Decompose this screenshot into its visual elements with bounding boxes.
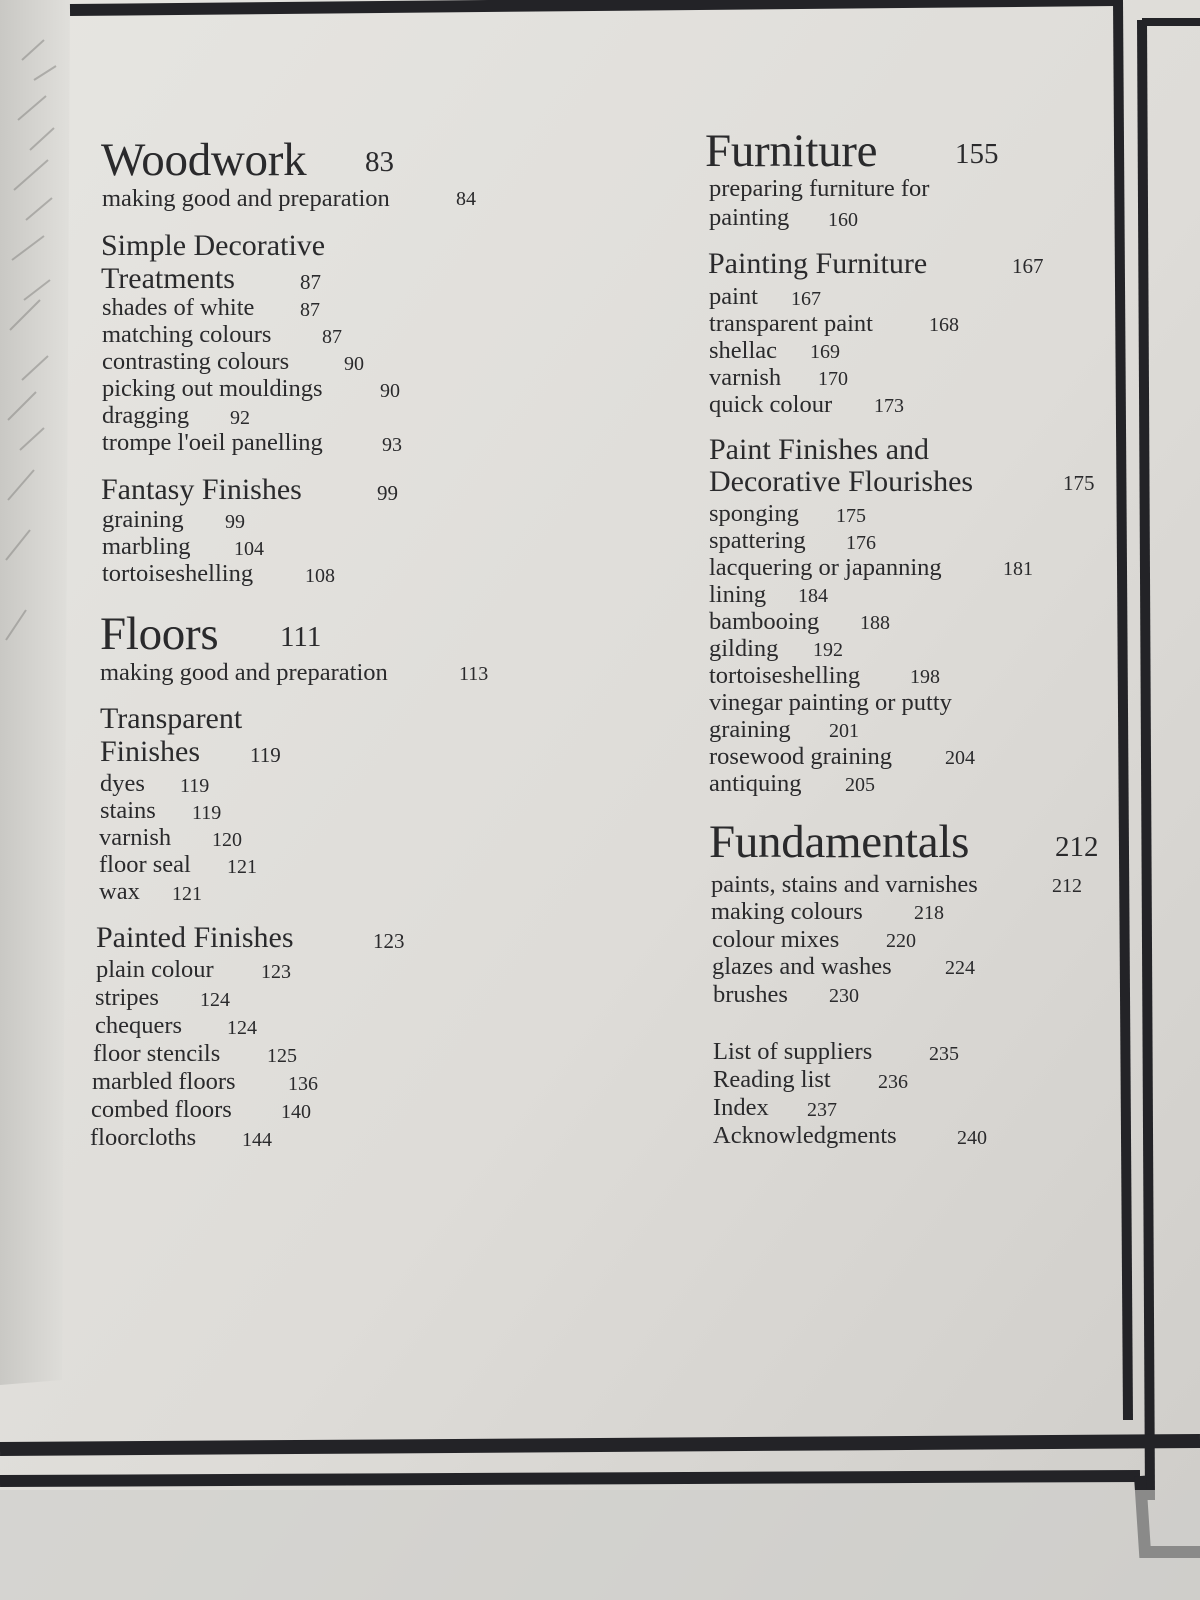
- list-item: tortoiseshelling: [102, 560, 254, 587]
- list-item: lining: [709, 581, 767, 608]
- list-item: making colours: [711, 898, 863, 925]
- list-item: Reading list: [713, 1066, 831, 1093]
- list-item-page: 113: [459, 663, 489, 685]
- list-item-page: 90: [380, 380, 400, 402]
- list-item-page: 173: [874, 395, 904, 417]
- list-item-page: 121: [172, 883, 202, 905]
- list-item-page: 220: [886, 930, 916, 952]
- list-item: stripes: [95, 984, 159, 1011]
- list-item: colour mixes: [712, 926, 840, 953]
- list-item: stains: [100, 797, 156, 824]
- list-item-page: 237: [807, 1099, 837, 1121]
- list-item: sponging: [709, 500, 799, 527]
- list-item-page: 123: [261, 961, 291, 983]
- woodwork-heading: Woodwork: [101, 134, 307, 186]
- list-item-page: 175: [836, 505, 866, 527]
- list-item: List of suppliers: [713, 1038, 873, 1065]
- list-item-page: 192: [813, 639, 843, 661]
- list-item: painting: [709, 204, 790, 231]
- list-item-page: 121: [227, 856, 257, 878]
- list-item-page: 240: [957, 1127, 987, 1149]
- furniture-heading: Furniture: [705, 125, 878, 177]
- list-item: brushes: [713, 981, 788, 1008]
- list-item: floor seal: [99, 851, 191, 878]
- list-item-page: 92: [230, 407, 250, 429]
- list-item: transparent paint: [709, 310, 873, 337]
- list-item-page: 224: [945, 957, 975, 979]
- list-item: making good and preparation: [100, 659, 388, 686]
- painted-finishes-heading: Painted Finishes: [96, 921, 294, 954]
- list-item: lacquering or japanning: [709, 554, 942, 581]
- list-item-page: 104: [234, 538, 264, 560]
- list-item-page: 124: [200, 989, 230, 1011]
- list-item: rosewood graining: [709, 743, 893, 770]
- list-item-page: 93: [382, 434, 402, 456]
- list-item-page: 168: [929, 314, 959, 336]
- simple-treatments-heading-line2: Treatments: [101, 262, 235, 295]
- list-item-page: 212: [1052, 875, 1082, 897]
- fundamentals-heading: Fundamentals: [709, 816, 970, 868]
- list-item-page: 181: [1003, 558, 1033, 580]
- woodwork-item-label: making good and preparation: [102, 185, 390, 212]
- list-item: wax: [99, 878, 140, 905]
- list-item-page: 167: [791, 288, 821, 310]
- painting-furniture-page-number: 167: [1012, 254, 1044, 278]
- list-item-page: 201: [829, 720, 859, 742]
- transparent-finishes-heading-line2: Finishes: [100, 735, 201, 768]
- floors-heading: Floors: [100, 608, 219, 660]
- list-item-page: 160: [828, 209, 858, 231]
- list-item: shades of white: [102, 294, 255, 321]
- list-item-page: 176: [846, 532, 876, 554]
- list-item-page: 205: [845, 774, 875, 796]
- woodwork-page-number: 83: [365, 146, 394, 178]
- list-item: trompe l'oeil panelling: [102, 429, 323, 456]
- list-item: preparing furniture for: [709, 175, 930, 202]
- list-item: marbling: [102, 533, 191, 560]
- list-item-page: 99: [225, 511, 245, 533]
- list-item: spattering: [709, 527, 806, 554]
- list-item-page: 108: [305, 565, 335, 587]
- list-item-page: 124: [227, 1017, 257, 1039]
- paint-finishes-heading-line2: Decorative Flourishes: [709, 465, 974, 498]
- painted-finishes-page-number: 123: [373, 929, 405, 953]
- list-item-page: 169: [810, 341, 840, 363]
- transparent-finishes-heading-line1: Transparent: [100, 702, 243, 735]
- list-item-page: 125: [267, 1045, 297, 1067]
- list-item-page: 87: [300, 299, 320, 321]
- list-item: dyes: [100, 770, 145, 797]
- list-item: dragging: [102, 402, 190, 429]
- list-item: marbled floors: [92, 1068, 236, 1095]
- floors-page-number: 111: [280, 621, 322, 653]
- paint-finishes-heading-line1: Paint Finishes and: [709, 433, 930, 466]
- list-item-page: 119: [180, 775, 210, 797]
- list-item-page: 230: [829, 985, 859, 1007]
- list-item-page: 198: [910, 666, 940, 688]
- list-item: varnish: [709, 364, 782, 391]
- transparent-finishes-page-number: 119: [250, 743, 281, 767]
- list-item-page: 120: [212, 829, 242, 851]
- fundamentals-page-number: 212: [1055, 831, 1099, 863]
- list-item: antiquing: [709, 770, 802, 797]
- list-item-page: 144: [242, 1129, 272, 1151]
- list-item: Acknowledgments: [713, 1122, 897, 1149]
- simple-treatments-page-number: 87: [300, 270, 321, 294]
- list-item: graining: [102, 506, 184, 533]
- list-item: shellac: [709, 337, 778, 364]
- list-item: matching colours: [102, 321, 272, 348]
- list-item-page: 204: [945, 747, 975, 769]
- list-item: Index: [713, 1094, 769, 1121]
- list-item-page: 90: [344, 353, 364, 375]
- list-item-page: 136: [288, 1073, 318, 1095]
- list-item-page: 235: [929, 1043, 959, 1065]
- paint-finishes-page-number: 175: [1063, 471, 1095, 495]
- list-item: tortoiseshelling: [709, 662, 861, 689]
- list-item: floorcloths: [90, 1124, 197, 1151]
- list-item: varnish: [99, 824, 172, 851]
- list-item-page: 140: [281, 1101, 311, 1123]
- furniture-page-number: 155: [955, 138, 999, 170]
- list-item-page: 188: [860, 612, 890, 634]
- list-item-page: 236: [878, 1071, 908, 1093]
- list-item-page: 119: [192, 802, 222, 824]
- list-item: paints, stains and varnishes: [711, 871, 978, 898]
- list-item: vinegar painting or putty: [709, 689, 952, 716]
- bottom-border-outer: [0, 1476, 1140, 1481]
- list-item-page: 87: [322, 326, 342, 348]
- list-item: picking out mouldings: [102, 375, 323, 402]
- fantasy-finishes-heading: Fantasy Finishes: [101, 473, 302, 506]
- simple-treatments-heading-line1: Simple Decorative: [101, 229, 326, 262]
- bottom-border-inner: [0, 1441, 1200, 1449]
- list-item: gilding: [709, 635, 779, 662]
- woodwork-item-page: 84: [456, 188, 476, 210]
- fantasy-finishes-page-number: 99: [377, 481, 398, 505]
- list-item-page: 218: [914, 902, 944, 924]
- list-item: paint: [709, 283, 758, 310]
- list-item: contrasting colours: [102, 348, 290, 375]
- list-item-page: 184: [798, 585, 828, 607]
- list-item: glazes and washes: [712, 953, 892, 980]
- list-item: quick colour: [709, 391, 833, 418]
- list-item: bambooing: [709, 608, 820, 635]
- list-item: floor stencils: [93, 1040, 221, 1067]
- list-item: chequers: [95, 1012, 183, 1039]
- list-item-page: 170: [818, 368, 848, 390]
- list-item: combed floors: [91, 1096, 232, 1123]
- painting-furniture-heading: Painting Furniture: [708, 247, 928, 280]
- list-item: graining: [709, 716, 791, 743]
- list-item: plain colour: [96, 956, 214, 983]
